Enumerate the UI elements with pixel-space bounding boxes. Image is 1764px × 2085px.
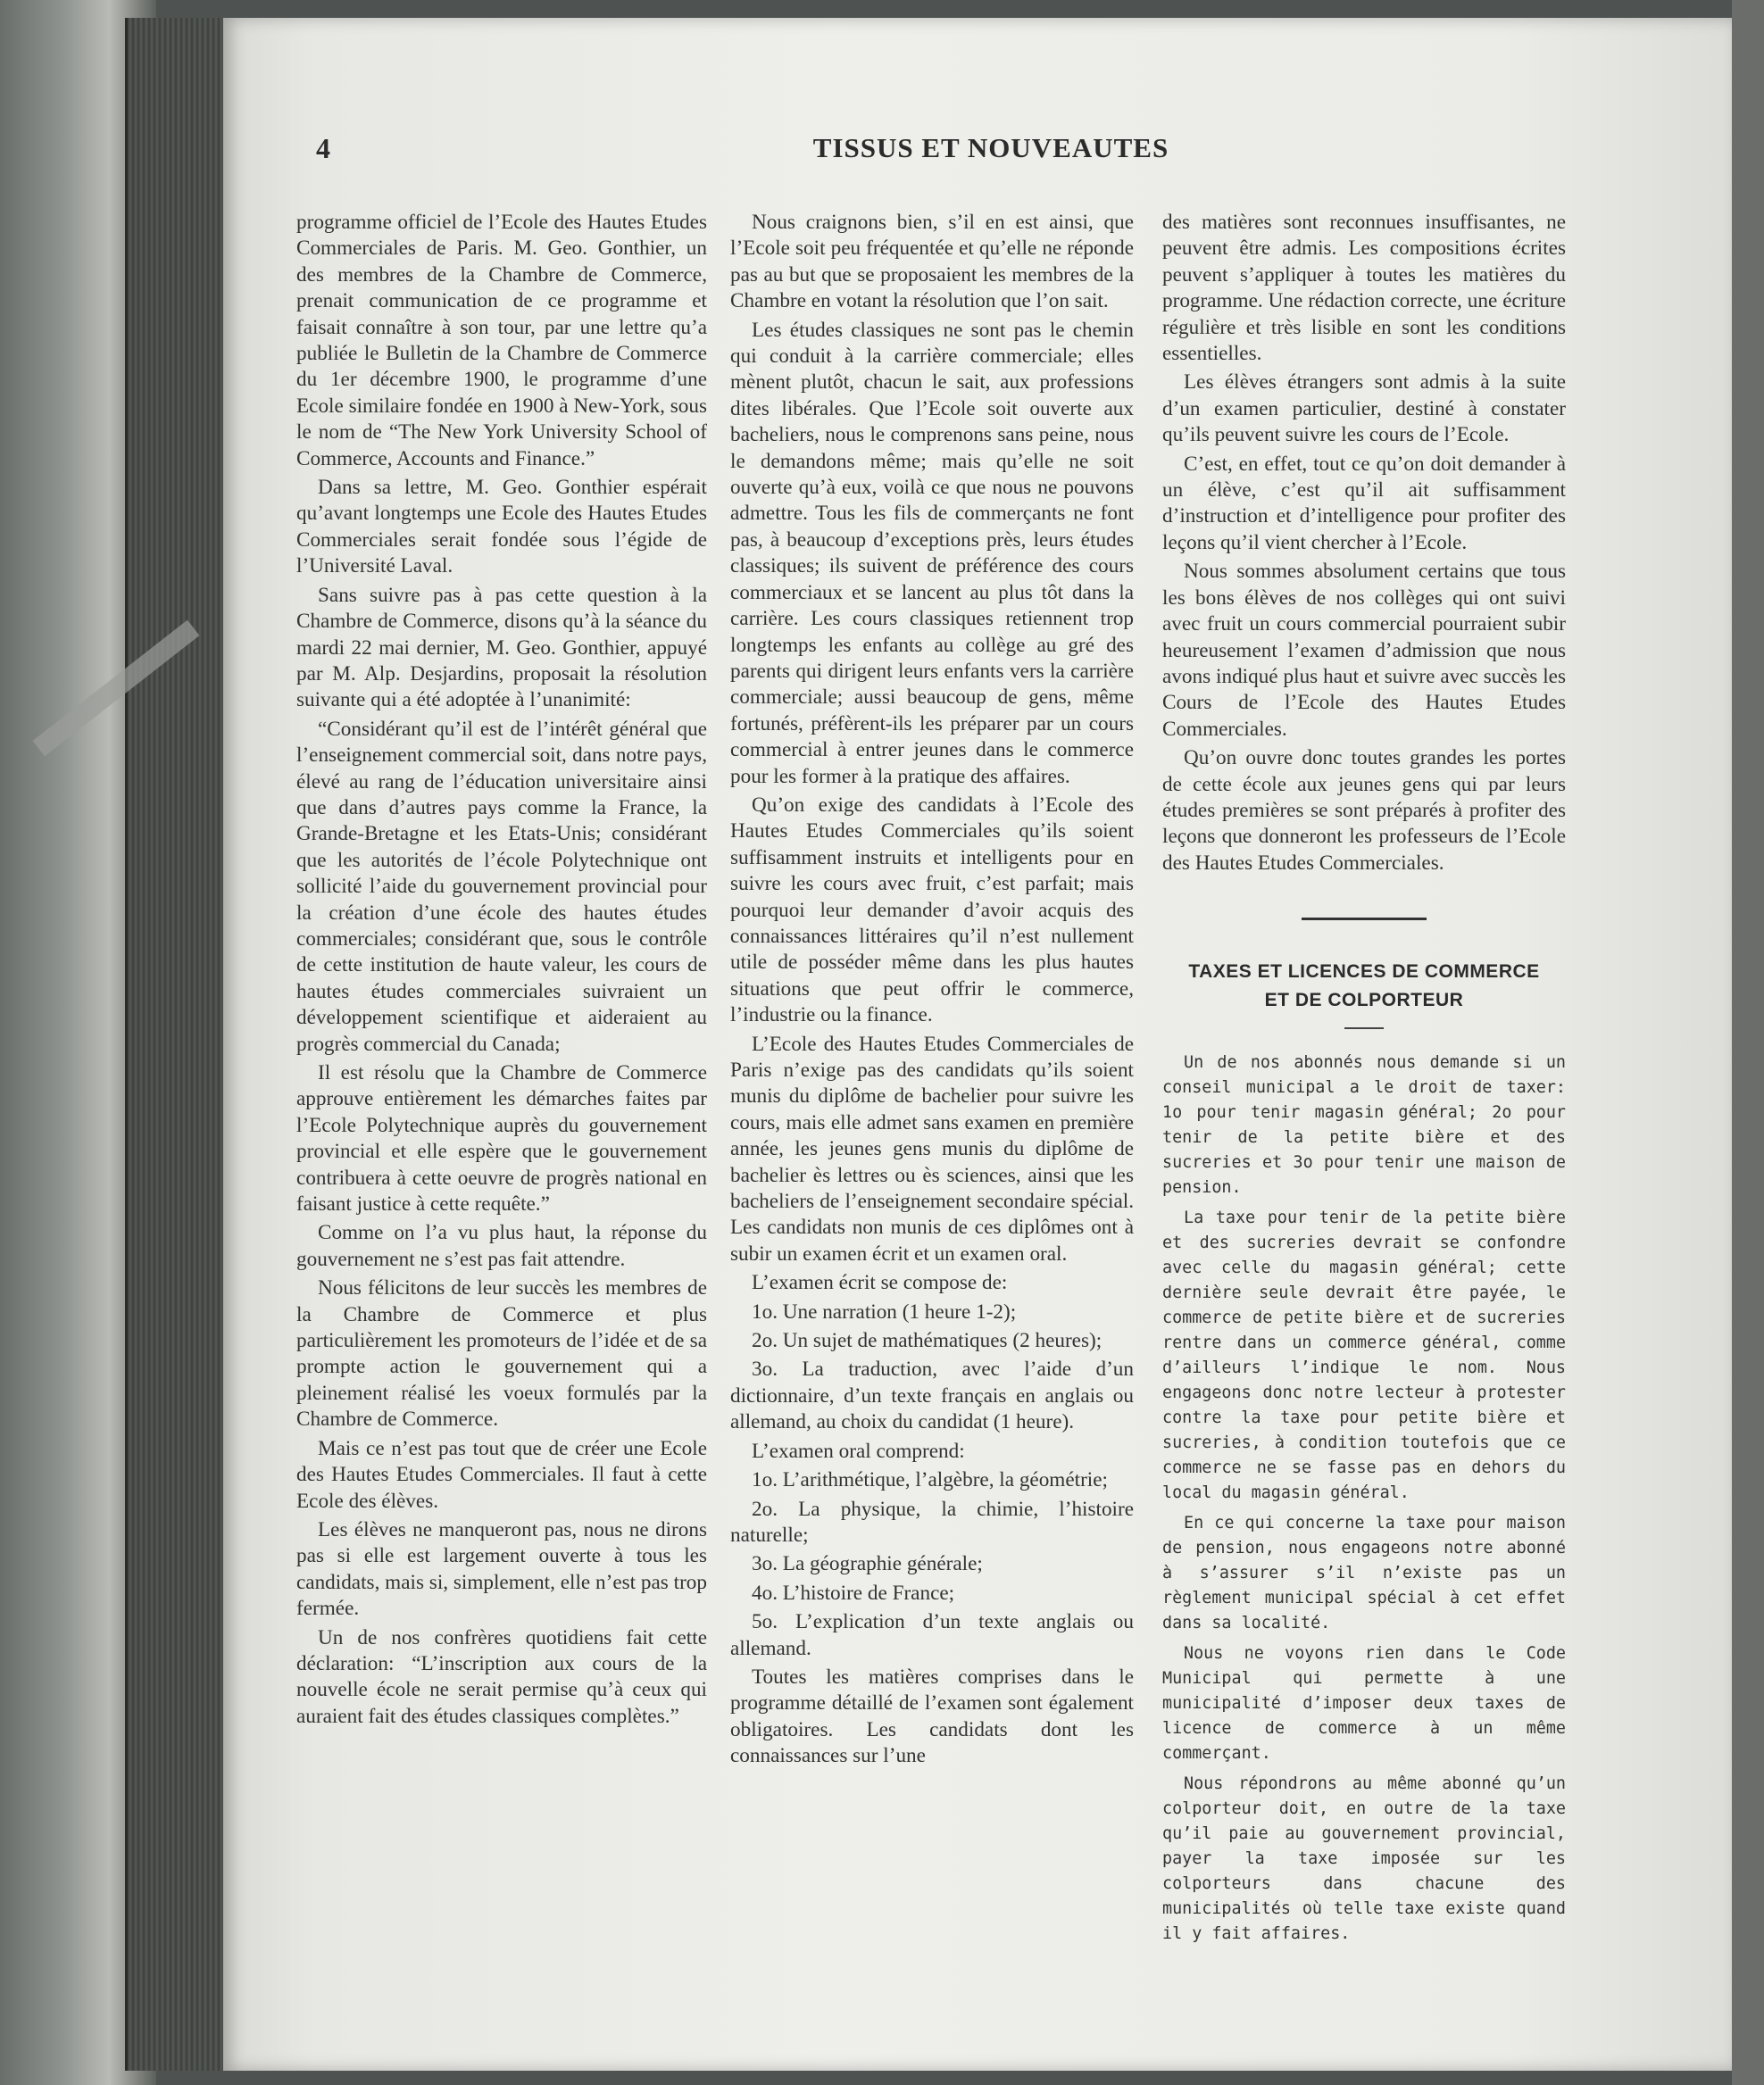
column-3 <box>1162 210 1566 1952</box>
paragraph: Mais ce n’est pas tout que de créer une Ecole des Hautes Etudes Commerciales. Il faut à cette Ecole des élèves. <box>296 1436 707 1513</box>
paragraph: Les élèves ne manqueront pas, nous ne dirons pas si elle est largement ouverte à tous les candidats, mais si, simplement, elle n’est pas trop fermée. <box>296 1517 707 1621</box>
paragraph: Nous ne voyons rien dans le Code Municipal qui permette à une municipalité d’imposer deux taxes de licence de commerce à un même commerçant. <box>1162 1644 1566 1764</box>
paragraph: Toutes les matières comprises dans le programme détaillé de l’examen sont également obligatoires. Les candidats dont les connaissances sur l’une <box>730 1665 1134 1768</box>
paragraph: Sans suivre pas à pas cette question à la Chambre de Commerce, disons qu’à la séance du mardi 22 mai dernier, M. Geo. Gonthier, appuyé par M. Alp. Desjardins, proposait la résolution suivante qui a été adoptée à l’unanimité: <box>296 583 707 712</box>
list-item: 3o. La géographie générale; <box>752 1552 983 1576</box>
paragraph: Nous félicitons de leur succès les membres de la Chambre de Commerce et plus particulièrement les promoteurs de l’idée et de sa prompte action le gouvernement qui a pleinement réalisé les voeux formulés par la Chambre de Commerce. <box>296 1276 707 1432</box>
list-item: 3o. La traduction, avec l’aide d’un dictionnaire, d’un texte français en anglais ou allemand, au choix du candidat (1 heure). <box>730 1358 1134 1434</box>
paragraph: Nous répondrons au même abonné qu’un colporteur doit, en outre de la taxe qu’il paie au gouvernement provincial, payer la taxe imposée sur les colporteurs dans chacune des municipalités où telle taxe existe quand il y fait affaires. <box>1162 1774 1566 1944</box>
list-item: 2o. Un sujet de mathématiques (2 heures); <box>752 1329 1102 1353</box>
book-page-edges <box>125 18 230 2071</box>
running-title: TISSUS ET NOUVEAUTES <box>812 132 1169 163</box>
section-heading-line-1: TAXES ET LICENCES DE COMMERCE <box>1188 961 1540 983</box>
background-right-strip <box>1732 0 1764 2085</box>
paragraph: programme officiel de l’Ecole des Hautes Etudes Commerciales de Paris. M. Geo. Gonthier, un des membres de la Chambre de Commerce, prenait communication de ce programme et faisait connaître à son tour, par une lettre qu’a publiée le Bulletin de la Chambre de Commerce du 1er décembre 1900, le programme d’une Ecole similaire fondée en 1900 à New-York, sous le nom de “The New York University School of Commerce, Accounts and Finance.” <box>296 211 708 470</box>
paragraph: des matières sont reconnues insuffisantes, ne peuvent être admis. Les compositions écrites peuvent s’appliquer à toutes les matières du programme. Une rédaction correcte, une écriture régulière et très lisible en sont les conditions essentielles. <box>1162 211 1566 366</box>
column-2 <box>730 210 1134 1773</box>
paragraph: Un de nos abonnés nous demande si un conseil municipal a le droit de taxer: 1o pour tenir magasin général; 2o pour tenir de la petite bière et des sucreries et 3o pour tenir une maison de pension. <box>1162 1053 1566 1198</box>
paragraph: Comme on l’a vu plus haut, la réponse du gouvernement ne s’est pas fait attendre. <box>296 1221 707 1271</box>
scanned-page <box>223 18 1732 2071</box>
paragraph: Les élèves étrangers sont admis à la suite d’un examen particulier, destiné à constater qu’ils peuvent suivre les cours de l’Ecole. <box>1162 370 1566 447</box>
taxes-article <box>1162 1051 1566 1947</box>
paragraph: Dans sa lettre, M. Geo. Gonthier espérait qu’avant longtemps une Ecole des Hautes Etudes Commerciales serait fondée sous l’égide de l’Université Laval. <box>296 476 707 578</box>
section-heading-line-2: ET DE COLPORTEUR <box>1264 990 1464 1011</box>
list-item: 5o. L’explication d’un texte anglais ou allemand. <box>730 1610 1134 1660</box>
column-1 <box>296 210 707 1732</box>
list-item: 1o. Une narration (1 heure 1-2); <box>752 1300 1017 1324</box>
paragraph: C’est, en effet, tout ce qu’on doit demander à un élève, c’est qu’il ait suffisamment d’instruction et d’intelligence pour profiter des leçons qu’il vient chercher à l’Ecole. <box>1162 452 1566 554</box>
page-number: 4 <box>316 132 330 164</box>
list-item: 4o. L’histoire de France; <box>752 1581 955 1605</box>
section-divider <box>1302 918 1427 920</box>
list-item: L’examen oral comprend: <box>752 1439 965 1463</box>
paragraph: Il est résolu que la Chambre de Commerce approuve entièrement les démarches faites par l’Ecole Polytechnique auprès du gouvernement provincial et elle espère que le gouvernement contribuera à cette oeuvre de progrès national en faisant justice à cette requête.” <box>296 1061 707 1217</box>
paragraph: Les études classiques ne sont pas le chemin qui conduit à la carrière commerciale; elles mènent plutôt, chacun le sait, aux professions dites libérales. Que l’Ecole soit ouverte aux bacheliers, nous le comprenons sans peine, nous le demandons même; mais qu’elle ne soit ouverte qu’à eux, voilà ce que nous ne pouvons admettre. Tous les fils de commerçants ne font pas, à beaucoup d’exceptions près, leurs études classiques; ils suivent de préférence des cours commerciaux et se lancent au plus tôt dans la carrière. Les cours classiques retiennent trop longtemps les enfants au collège au gré des parents qui dirigent leurs enfants vers la carrière commerciale; aussi beaucoup de gens, même fortunés, préfèrent-ils les préparer par un cours commercial à entrer jeunes dans le commerce pour les former à la pratique des affaires. <box>730 318 1134 788</box>
paragraph: En ce qui concerne la taxe pour maison de pension, nous engageons notre abonné à s’assurer s’il n’existe pas un règlement municipal spécial à cet effet dans sa localité. <box>1162 1514 1566 1633</box>
paragraph: Nous craignons bien, s’il en est ainsi, que l’Ecole soit peu fréquentée et qu’elle ne réponde pas au but que se proposaient les membres de la Chambre en votant la résolution que l’on sait. <box>730 211 1134 313</box>
paragraph: L’Ecole des Hautes Etudes Commerciales de Paris n’exige pas des candidats qu’ils soient munis du diplôme de bachelier pour suivre les cours, mais elle admet sans examen en première année, les jeunes gens munis du diplôme de bachelier ès lettres ou ès sciences, ainsi que les bacheliers de l’enseignement secondaire spécial. Les candidats non munis de ces diplômes ont à subir un examen écrit et un examen oral. <box>730 1032 1134 1266</box>
list-item: L’examen écrit se compose de: <box>752 1271 1008 1295</box>
paragraph: Qu’on ouvre donc toutes grandes les portes de cette école aux jeunes gens qui par leurs études premières se sont préparés à profiter des leçons que donneront les professeurs de l’Ecole des Hautes Etudes Commerciales. <box>1162 746 1566 875</box>
paragraph: La taxe pour tenir de la petite bière et des sucreries devrait se confondre avec celle du magasin général; cette dernière seule devrait être payée, le commerce de petite bière et de sucreries rentre dans un commerce général, comme d’ailleurs l’indique le nom. Nous engageons donc notre lecteur à protester contre la taxe pour petite bière et sucreries, à condition toutefois que ce commerce ne se fasse pas en dehors du local du magasin général. <box>1162 1209 1566 1503</box>
paragraph: Un de nos confrères quotidiens fait cette déclaration: “L’inscription aux cours de la nouvelle école ne serait permise qu’à ceux qui auraient fait des études classiques complètes.” <box>296 1625 707 1728</box>
paragraph: Qu’on exige des candidats à l’Ecole des Hautes Etudes Commerciales qu’ils soient suffisamment instruits et intelligents pour en suivre les cours avec fruit, c’est parfait; mais pourquoi leur demander d’avoir acquis des connaissances littéraires qu’il n’est nullement utile de posséder même dans les plus hautes situations que peut offrir le commerce, l’industrie ou la finance. <box>730 793 1134 1027</box>
list-item: 1o. L’arithmétique, l’algèbre, la géométrie; <box>752 1468 1108 1492</box>
heading-underline <box>1344 1027 1384 1029</box>
list-item: 2o. La physique, la chimie, l’histoire naturelle; <box>730 1497 1134 1547</box>
paragraph: Nous sommes absolument certains que tous les bons élèves de nos collèges qui ont suivi avec fruit un cours commercial pourraient subir heureusement l’examen d’admission que nous avons indiqué plus haut et suivre avec succès les Cours de l’Ecole des Hautes Etudes Commerciales. <box>1162 560 1566 741</box>
paragraph: “Considérant qu’il est de l’intérêt général que l’enseignement commercial soit, dans notre pays, élevé au rang de l’éducation universitaire ainsi que dans d’autres pays comme la France, la Grande-Bretagne et les Etats-Unis; considérant que les autorités de l’école Polytechnique ont sollicité l’aide du gouvernement provincial pour la création d’une école des hautes études commerciales; considérant que, sous le contrôle de cette institution de haute valeur, les cours de hautes études commerciales suivraient un développement scientifique et aideraient au progrès commercial du Canada; <box>296 717 707 1056</box>
